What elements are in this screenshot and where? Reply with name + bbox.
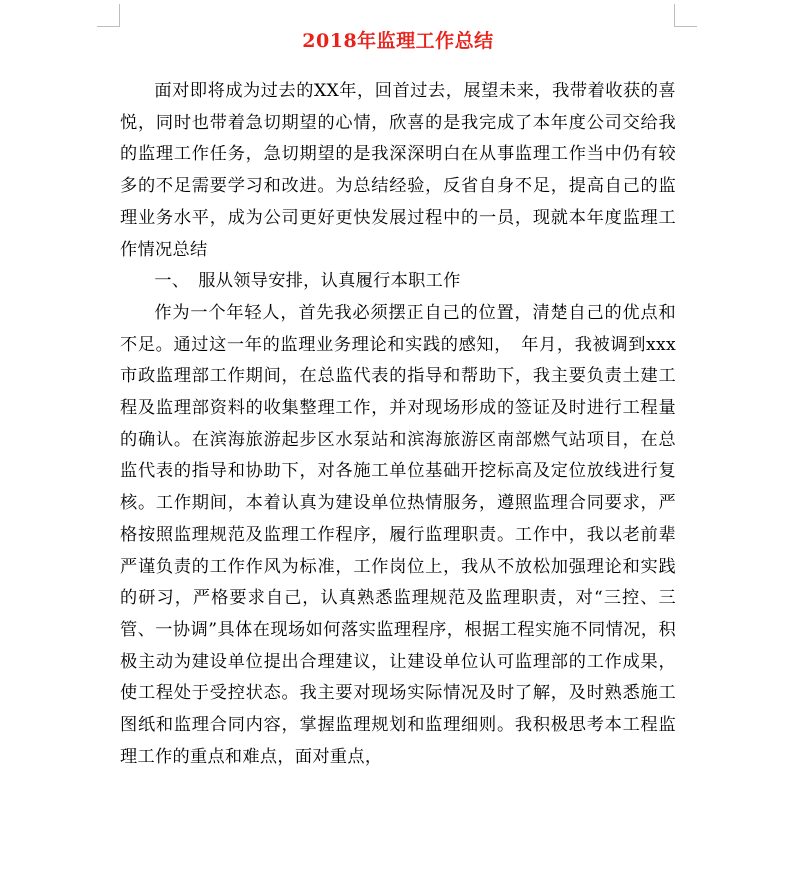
crop-mark-top-left [97,4,120,27]
crop-mark-top-right [674,4,697,27]
document-title: 2018年监理工作总结 [302,30,494,52]
intro-paragraph: 面对即将成为过去的XX年，回首过去，展望未来，我带着收获的喜悦，同时也带着急切期望的心情，欣喜的是我完成了本年度公司交给我的监理工作任务，急切期望的是我深深明白在从事监理工作当中仍有较多的不足需要学习和改进。为总结经验，反省自身不足，提高自己的监理业务水平，成为公司更好更快发展过程中的一员，现就本年度监理工作情况总结 [120,81,676,260]
document-body [120,76,676,773]
section-1-paragraph: 作为一个年轻人，首先我必须摆正自己的位置，清楚自己的优点和不足。通过这一年的监理业务理论和实践的感知， 年月，我被调到xxx市政监理部工作期间，在总监代表的指导和帮助下，我主要负责土建工程及监理部资料的收集整理工作，并对现场形成的签证及时进行工程量的确认。在滨海旅游起步区水泵站和滨海旅游区南部燃气站项目，在总监代表的指导和协助下，对各施工单位基础开挖标高及定位放线进行复核。工作期间，本着认真为建设单位热情服务，遵照监理合同要求，严格按照监理规范及监理工作程序，履行监理职责。工作中，我以老前辈严谨负责的工作作风为标准，工作岗位上，我从不放松加强理论和实践的研习，严格要求自己，认真熟悉监理规范及监理职责，对“三控、三管、一协调”具体在现场如何落实监理程序，根据工程实施不同情况，积极主动为建设单位提出合理建议，让建设单位认可监理部的工作成果，使工程处于受控状态。我主要对现场实际情况及时了解，及时熟悉施工图纸和监理合同内容，掌握监理规划和监理细则。我积极思考本工程监理工作的重点和难点，面对重点， [120,302,676,767]
section-heading-1: 一、 服从领导安排，认真履行本职工作 [154,271,461,292]
